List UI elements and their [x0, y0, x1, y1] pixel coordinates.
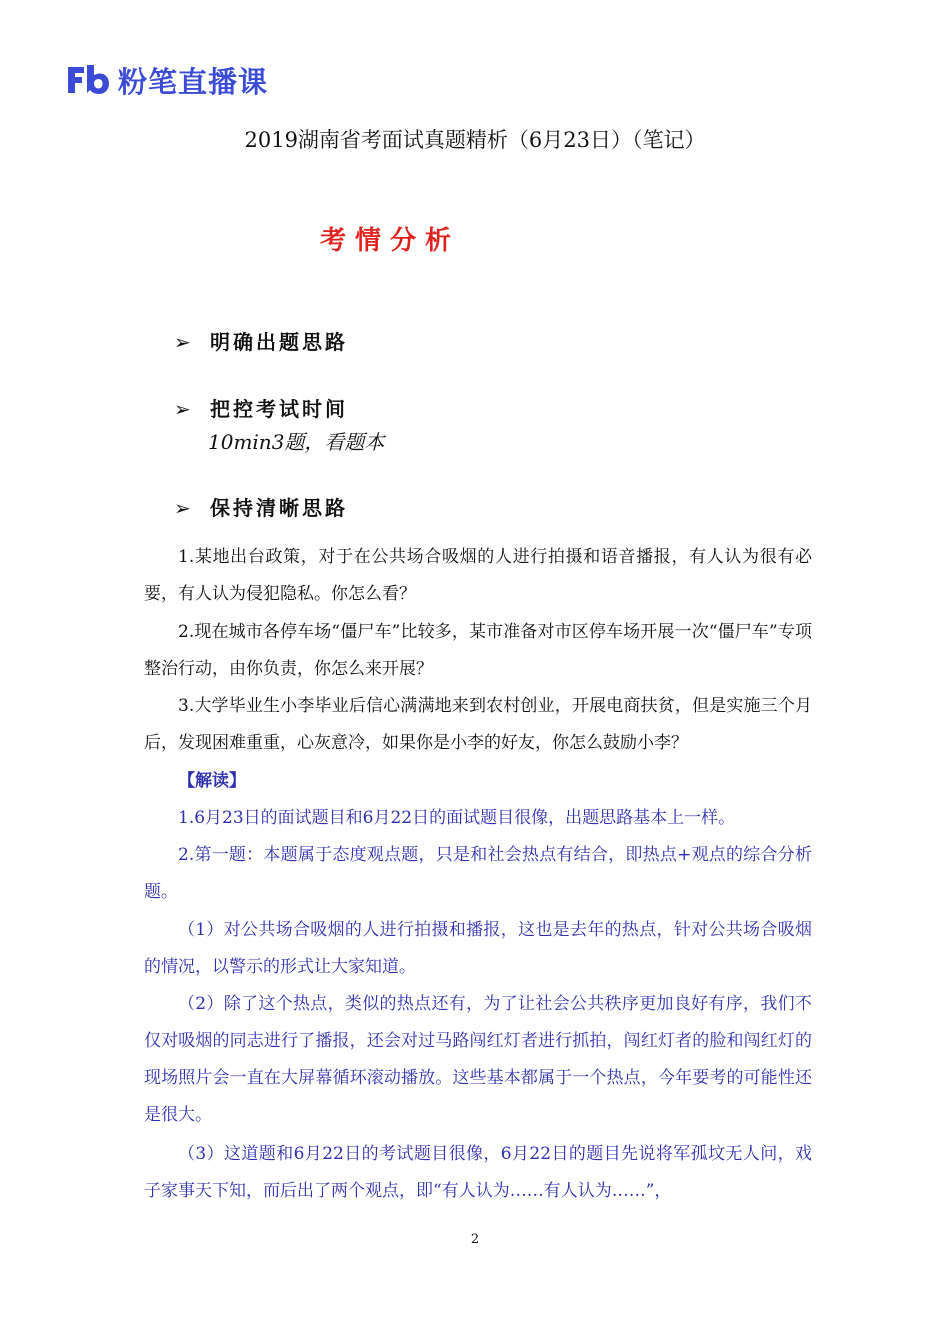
arrow-bullet-icon: ➢: [174, 397, 191, 421]
bullet-label: 保持清晰思路: [210, 496, 348, 520]
analysis-paragraph: （1）对公共场合吸烟的人进行拍摄和播报，这也是去年的热点，针对公共场合吸烟的情况，以警示的形式让大家知道。: [144, 920, 812, 977]
bullet-subtext: 10min3题，看题本: [208, 430, 385, 454]
analysis-paragraph: （3）这道题和6月22日的考试题目很像，6月22日的题目先说将军孤坟无人问，戏子家事天下知，而后出了两个观点，即“有人认为……有人认为……”，: [144, 1144, 812, 1201]
analysis-paragraph: （2）除了这个热点，类似的热点还有，为了让社会公共秩序更加良好有序，我们不仅对吸烟的同志进行了播报，还会对过马路闯红灯者进行抓拍，闯红灯者的脸和闯红灯的现场照片会一直在大屏幕循环滚动播放。这些基本都属于一个热点，今年要考的可能性还是很大。: [144, 994, 812, 1125]
section-title: 考情分析: [320, 226, 461, 256]
question-paragraph: 1.某地出台政策，对于在公共场合吸烟的人进行拍摄和语音播报，有人认为很有必要，有人认为侵犯隐私。你怎么看？: [144, 547, 812, 604]
page-number: 2: [470, 1232, 480, 1247]
brand-logo: [66, 60, 268, 100]
bullet-item: [174, 394, 348, 424]
bullet-label: 把控考试时间: [210, 397, 348, 421]
document-title: 2019湖南省考面试真题精析（6月23日）（笔记）: [244, 128, 706, 152]
fb-logo-icon: [66, 63, 110, 97]
analysis-paragraph: 1.6月23日的面试题目和6月22日的面试题目很像，出题思路基本上一样。: [178, 808, 736, 828]
bullet-label: 明确出题思路: [210, 330, 348, 354]
brand-name: 粉笔直播课: [118, 64, 269, 99]
question-paragraph: 3.大学毕业生小李毕业后信心满满地来到农村创业，开展电商扶贫，但是实施三个月后，发现困难重重，心灰意冷，如果你是小李的好友，你怎么鼓励小李？: [144, 696, 812, 753]
bullet-item: [174, 327, 348, 357]
question-paragraph: 2.现在城市各停车场“僵尸车”比较多，某市准备对市区停车场开展一次“僵尸车”专项整治行动，由你负责，你怎么来开展？: [144, 622, 812, 679]
bullet-item: [174, 493, 348, 523]
arrow-bullet-icon: ➢: [174, 496, 191, 520]
analysis-paragraph: 2.第一题：本题属于态度观点题，只是和社会热点有结合，即热点+观点的综合分析题。: [144, 845, 812, 902]
arrow-bullet-icon: ➢: [174, 330, 191, 354]
analysis-heading: 【解读】: [178, 771, 246, 791]
